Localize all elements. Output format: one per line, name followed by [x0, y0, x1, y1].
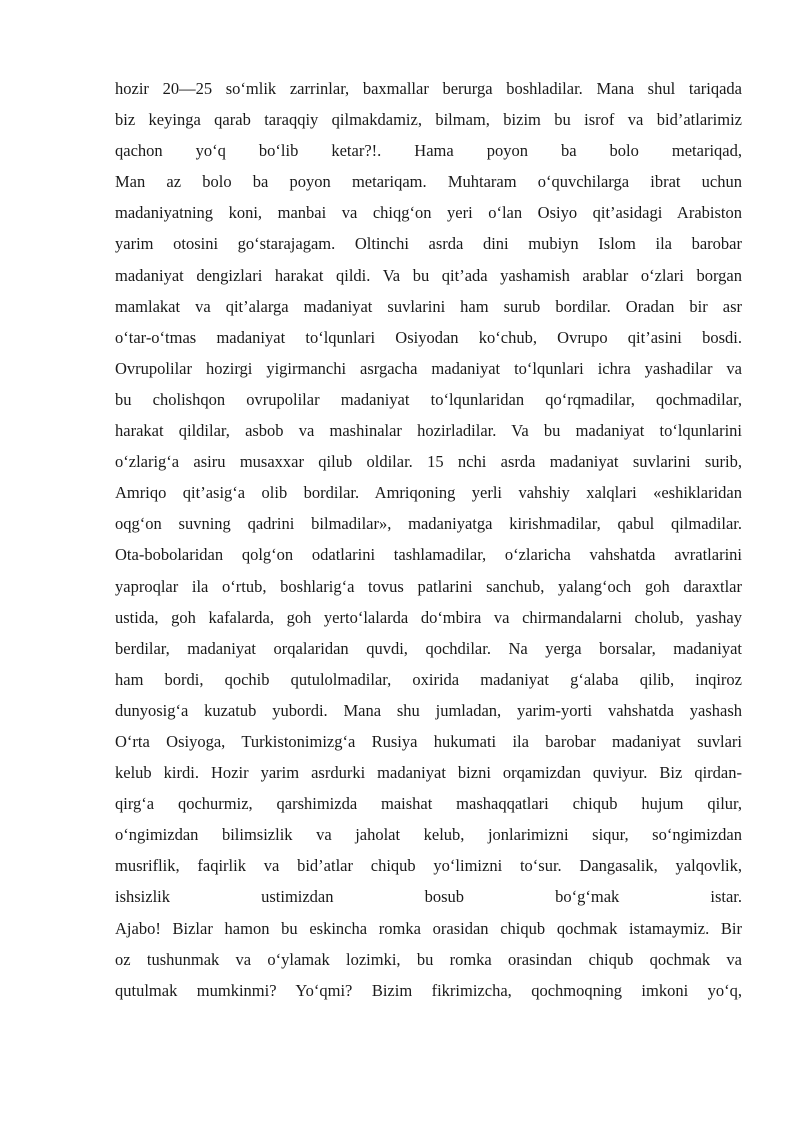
- text-line: dunyosig‘a kuzatub yubordi. Mana shu jumladan, yarim-yorti vahshatda yashash: [115, 700, 742, 720]
- text-line: ustida, goh kafalarda, goh yerto‘lalarda do‘mbira va chirmandalarni cholub, yashay: [115, 607, 742, 627]
- text-line: berdilar, madaniyat orqalaridan quvdi, qochdilar. Na yerga borsalar, madaniyat: [115, 638, 742, 658]
- text-line: qirg‘a qochurmiz, qarshimizda maishat mashaqqatlari chiqub hujum qilur,: [115, 794, 742, 814]
- text-line: O‘rta Osiyoga, Turkistonimizg‘a Rusiya hukumati ila barobar madaniyat suvlari: [115, 731, 742, 751]
- text-line: kelub kirdi. Hozir yarim asrdurki madaniyat bizni orqamizdan quviyur. Biz qirdan-: [115, 763, 742, 783]
- text-line: oqg‘on suvning qadrini bilmadilar», madaniyatga kirishmadilar, qabul qilmadilar.: [115, 514, 742, 534]
- text-line: musriflik, faqirlik va bid’atlar chiqub yo‘limizni to‘sur. Dangasalik, yalqovlik,: [115, 856, 742, 876]
- text-line: harakat qildilar, asbob va mashinalar hozirladilar. Va bu madaniyat to‘lqunlarini: [115, 421, 742, 441]
- text-line: Amriqo qit’asig‘a olib bordilar. Amriqoning yerli vahshiy xalqlari «eshiklaridan: [115, 483, 742, 503]
- text-line: mamlakat va qit’alarga madaniyat suvlarini ham surub bordilar. Oradan bir asr: [115, 296, 742, 316]
- text-line: Ajabo! Bizlar hamon bu eskincha romka orasidan chiqub qochmak istamaymiz. Bir: [115, 918, 742, 938]
- text-line: yaproqlar ila o‘rtub, boshlarig‘a tovus patlarini sanchub, yalang‘och goh daraxtlar: [115, 576, 742, 596]
- text-line: bu cholishqon ovrupolilar madaniyat to‘lqunlaridan qo‘rqmadilar, qochmadilar,: [115, 389, 742, 409]
- text-line: qachon yo‘q bo‘lib ketar?!. Hama poyon ba bolo metariqad,: [115, 141, 742, 161]
- document-body: [115, 73, 742, 1006]
- text-line: biz keyinga qarab taraqqiy qilmakdamiz, bilmam, bizim bu isrof va bid’atlarimiz: [115, 110, 742, 130]
- text-line: Man az bolo ba poyon metariqam. Muhtaram o‘quvchilarga ibrat uchun: [115, 172, 742, 192]
- text-line: hozir 20—25 so‘mlik zarrinlar, baxmallar berurga boshladilar. Mana shul tariqada: [115, 79, 742, 98]
- text-line: madaniyat dengizlari harakat qildi. Va bu qit’ada yashamish arablar o‘zlari borgan: [115, 265, 742, 285]
- text-line: ham bordi, qochib qutulolmadilar, oxirida madaniyat g‘alaba qilib, inqiroz: [115, 669, 742, 689]
- text-line: ishsizlik ustimizdan bosub bo‘g‘mak istar.: [115, 887, 742, 907]
- text-line: o‘zlarig‘a asiru musaxxar qilub oldilar. 15 nchi asrda madaniyat suvlarini surib,: [115, 452, 742, 472]
- text-line: Ovrupolilar hozirgi yigirmanchi asrgacha madaniyat to‘lqunlari ichra yashadilar va: [115, 358, 742, 378]
- text-line: o‘ngimizdan bilimsizlik va jaholat kelub, jonlarimizni siqur, so‘ngimizdan: [115, 825, 742, 845]
- text-line: qutulmak mumkinmi? Yo‘qmi? Bizim fikrimizcha, qochmoqning imkoni yo‘q,: [115, 980, 742, 1000]
- text-line: oz tushunmak va o‘ylamak lozimki, bu romka orasindan chiqub qochmak va: [115, 949, 742, 969]
- text-line: yarim otosini go‘starajagam. Oltinchi asrda dini mubiyn Islom ila barobar: [115, 234, 742, 254]
- text-line: madaniyatning koni, manbai va chiqg‘on yeri o‘lan Osiyo qit’asidagi Arabiston: [115, 203, 742, 223]
- text-line: Ota-bobolaridan qolg‘on odatlarini tashlamadilar, o‘zlaricha vahshatda avratlarini: [115, 545, 742, 565]
- text-line: o‘tar-o‘tmas madaniyat to‘lqunlari Osiyodan ko‘chub, Ovrupo qit’asini bosdi.: [115, 327, 742, 347]
